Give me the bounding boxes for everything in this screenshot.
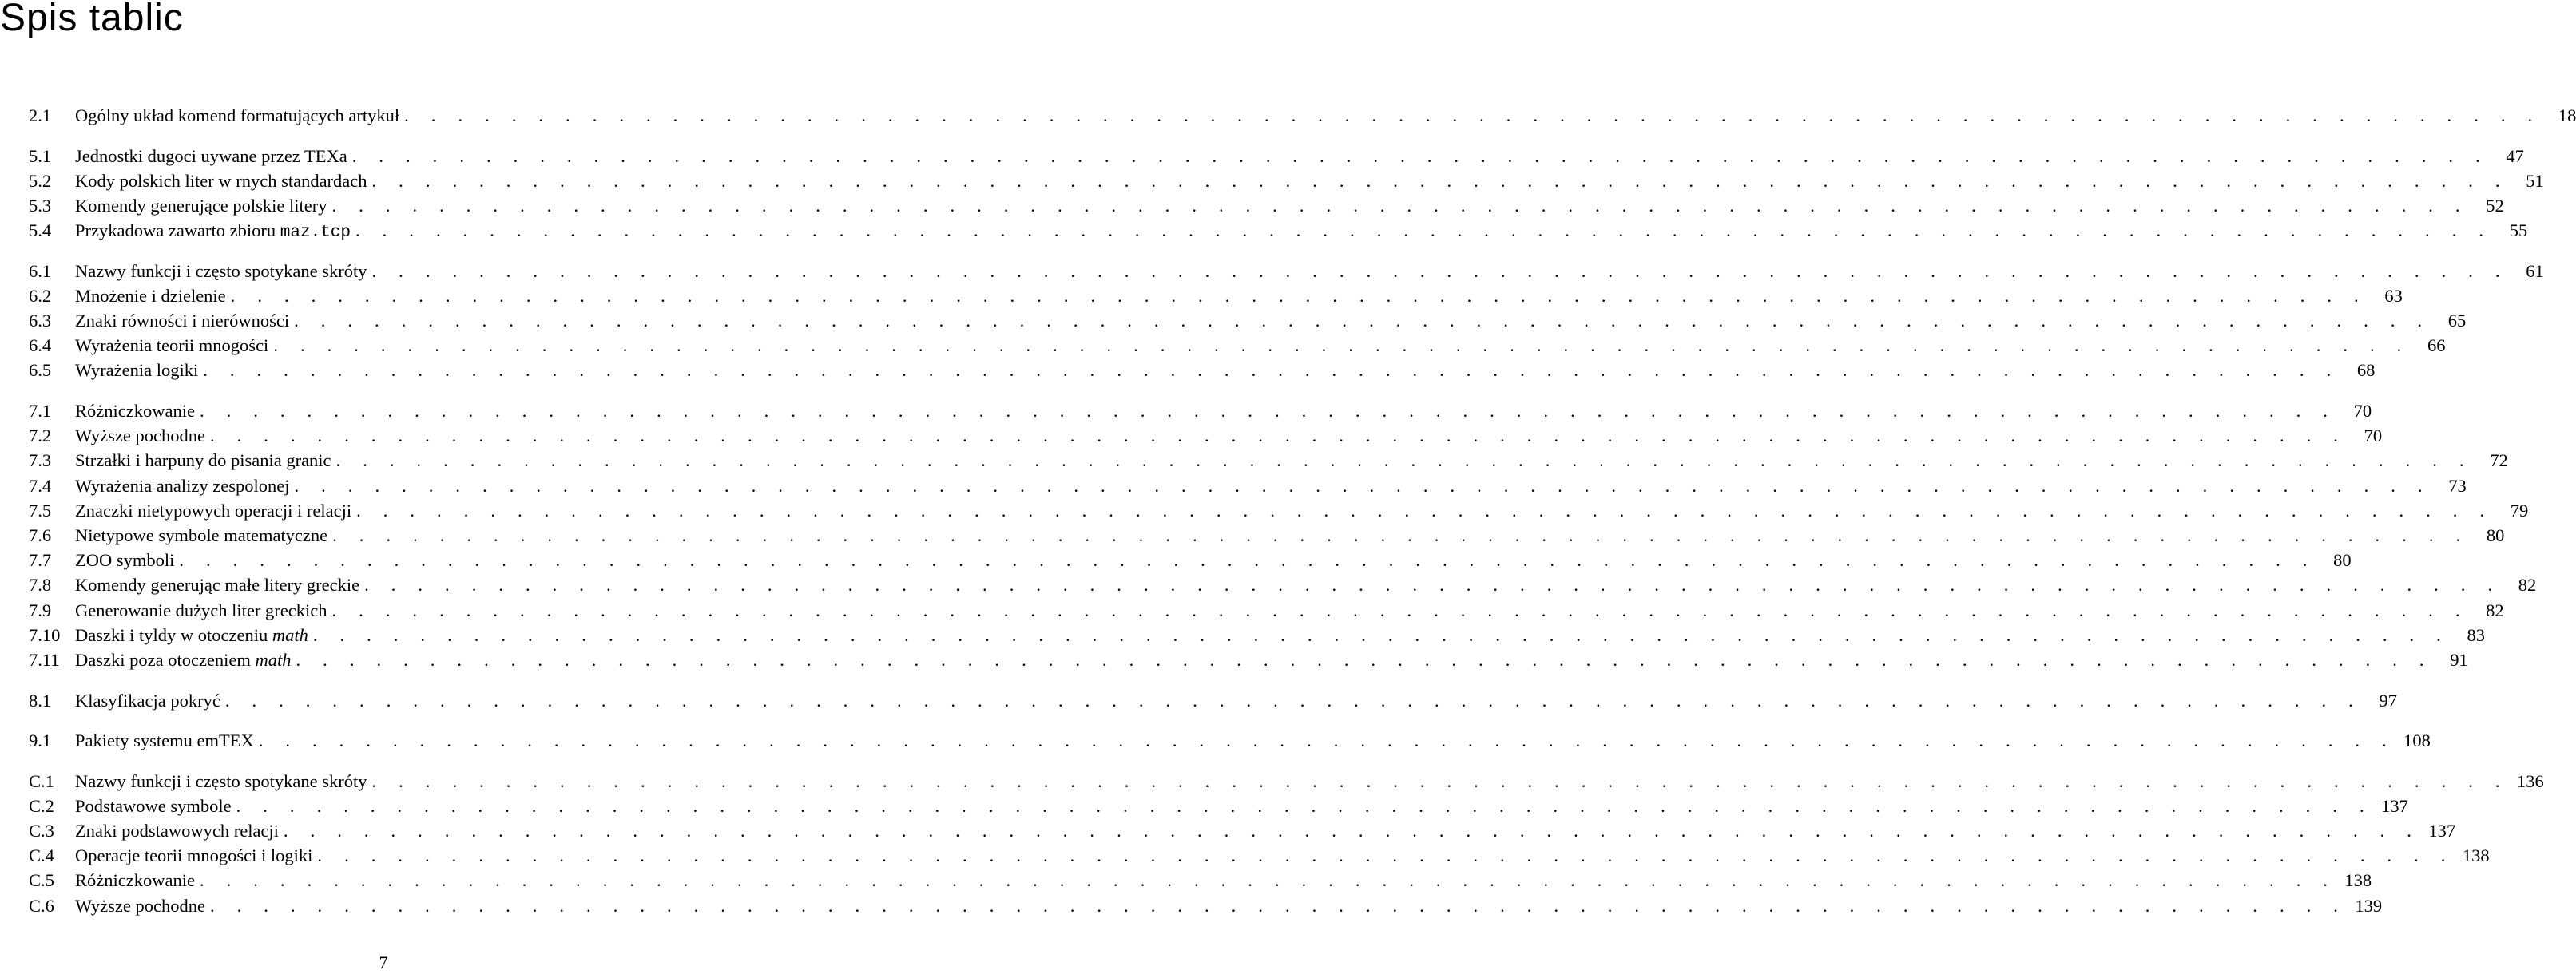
- toc-entry[interactable]: [29, 498, 2529, 523]
- dot-leader: . . . . . . . . . . . . . . . . . . . . . . . . . . . . . . . . . . . . . . . . . . . . . . . . . . . . . . . . . . . . . . . . . . . . . . . . . . . . . . . .: [230, 285, 2368, 306]
- table-number: 7.8: [29, 575, 52, 596]
- dot-leader: . . . . . . . . . . . . . . . . . . . . . . . . . . . . . . . . . . . . . . . . . . . . . . . . . . . . . . . . . . . . . . . . . . . . . . . . . . . . . . . .: [179, 550, 2316, 571]
- page-ref: 61: [2526, 260, 2544, 281]
- table-title-text: Jednostki dugoci uywane przez TEXa: [75, 145, 347, 166]
- page-ref: 52: [2486, 195, 2504, 216]
- table-title-text: Daszki i tyldy w otoczeniu: [75, 624, 268, 645]
- table-title: [75, 358, 198, 382]
- table-title: [75, 598, 327, 623]
- table-title-text: Nietypowe symbole matematyczne: [75, 525, 328, 545]
- page-ref: 65: [2447, 311, 2467, 331]
- table-title: [75, 893, 205, 918]
- table-title: [75, 769, 367, 794]
- page-ref: 137: [2428, 821, 2456, 841]
- toc-entry[interactable]: [29, 769, 2544, 794]
- table-title-text: Klasyfikacja pokryć: [75, 690, 220, 711]
- table-title-text: Wyrażenia teorii mnogości: [75, 335, 269, 356]
- page-number: 7: [379, 952, 388, 972]
- dot-leader: . . . . . . . . . . . . . . . . . . . . . . . . . . . . . . . . . . . . . . . . . . . . . . . . . . . . . . . . . . . . . . . . . . . . . . . . . . . . . . . .: [404, 105, 2542, 125]
- page-ref: 108: [2403, 730, 2431, 751]
- page-ref: 18: [2558, 105, 2576, 125]
- table-title-text: ZOO symboli: [75, 550, 175, 571]
- page-ref: 82: [2486, 600, 2504, 620]
- toc-group: [29, 688, 2397, 713]
- table-number: 9.1: [29, 730, 52, 751]
- table-number: C.2: [29, 795, 54, 816]
- toc-entry[interactable]: [29, 843, 2490, 868]
- dot-leader: . . . . . . . . . . . . . . . . . . . . . . . . . . . . . . . . . . . . . . . . . . . . . . . . . . . . . . . . . . . . . . . . . . . . . . . . . . . . . . . .: [209, 426, 2348, 446]
- page-ref: 138: [2344, 870, 2372, 891]
- table-title: [75, 283, 226, 308]
- toc-entry[interactable]: [29, 647, 2468, 672]
- table-title: [75, 168, 367, 193]
- table-number: C.1: [29, 770, 54, 791]
- dot-leader: . . . . . . . . . . . . . . . . . . . . . . . . . . . . . . . . . . . . . . . . . . . . . . . . . . . . . . . . . . . . . . . . . . . . . . . . . . . . . . . .: [236, 795, 2373, 816]
- table-number: 7.1: [29, 401, 52, 422]
- toc-entry[interactable]: [29, 548, 2352, 572]
- dot-leader: . . . . . . . . . . . . . . . . . . . . . . . . . . . . . . . . . . . . . . . . . . . . . . . . . . . . . . . . . . . . . . . . . . . . . . . . . . . . . . . .: [364, 575, 2502, 596]
- dot-leader: . . . . . . . . . . . . . . . . . . . . . . . . . . . . . . . . . . . . . . . . . . . . . . . . . . . . . . . . . . . . . . . . . . . . . . . . . . . . . . . .: [296, 649, 2433, 670]
- table-title: [75, 623, 308, 647]
- page-ref: 68: [2356, 360, 2376, 381]
- dot-leader: . . . . . . . . . . . . . . . . . . . . . . . . . . . . . . . . . . . . . . . . . . . . . . . . . . . . . . . . . . . . . . . . . . . . . . . . . . . . . . . .: [199, 870, 2337, 891]
- dot-leader: . . . . . . . . . . . . . . . . . . . . . . . . . . . . . . . . . . . . . . . . . . . . . . . . . . . . . . . . . . . . . . . . . . . . . . . . . . . . . . . .: [203, 360, 2340, 381]
- table-title: [75, 688, 220, 713]
- dot-leader: . . . . . . . . . . . . . . . . . . . . . . . . . . . . . . . . . . . . . . . . . . . . . . . . . . . . . . . . . . . . . . . . . . . . . . . . . . . . . . . .: [258, 730, 2395, 751]
- table-number: 5.3: [29, 195, 52, 216]
- table-title: [75, 794, 232, 818]
- table-number: C.4: [29, 845, 54, 866]
- table-title-text: Wyższe pochodne: [75, 895, 205, 916]
- toc-entry[interactable]: [29, 193, 2504, 218]
- table-title-text: Komendy generujące polskie litery: [75, 195, 327, 216]
- table-title: [75, 818, 279, 843]
- dot-leader: . . . . . . . . . . . . . . . . . . . . . . . . . . . . . . . . . . . . . . . . . . . . . . . . . . . . . . . . . . . . . . . . . . . . . . . . . . . . . . . .: [332, 525, 2470, 545]
- toc-entry[interactable]: [29, 144, 2524, 168]
- table-title-text: Znaki podstawowych relacji: [75, 821, 279, 841]
- table-title: [75, 423, 205, 448]
- table-title-text: Wyższe pochodne: [75, 426, 205, 446]
- table-title: [75, 448, 331, 473]
- table-title-text: Znaki równości i nierówności: [75, 311, 290, 331]
- table-number: 7.4: [29, 475, 52, 496]
- page-ref: 136: [2516, 770, 2544, 791]
- table-title: [75, 647, 292, 672]
- dot-leader: . . . . . . . . . . . . . . . . . . . . . . . . . . . . . . . . . . . . . . . . . . . . . . . . . . . . . . . . . . . . . . . . . . . . . . . . . . . . . . . .: [335, 450, 2473, 471]
- toc-entry[interactable]: [29, 259, 2544, 283]
- dot-leader: . . . . . . . . . . . . . . . . . . . . . . . . . . . . . . . . . . . . . . . . . . . . . . . . . . . . . . . . . . . . . . . . . . . . . . . . . . . . . . . .: [312, 624, 2451, 645]
- dot-leader: . . . . . . . . . . . . . . . . . . . . . . . . . . . . . . . . . . . . . . . . . . . . . . . . . . . . . . . . . . . . . . . . . . . . . . . . . . . . . . . .: [273, 335, 2411, 356]
- dot-leader: . . . . . . . . . . . . . . . . . . . . . . . . . . . . . . . . . . . . . . . . . . . . . . . . . . . . . . . . . . . . . . . . . . . . . . . . . . . . . . . .: [283, 821, 2421, 841]
- toc-entry[interactable]: [29, 868, 2372, 893]
- toc-entry[interactable]: [29, 728, 2431, 753]
- table-number: C.6: [29, 895, 54, 916]
- toc-group: [29, 728, 2431, 753]
- toc-entry[interactable]: [29, 358, 2376, 382]
- page-ref: 80: [2333, 550, 2352, 571]
- page-ref: 82: [2518, 575, 2537, 596]
- table-title-italic: math: [255, 649, 292, 670]
- table-title: [75, 308, 289, 333]
- page-ref: 83: [2467, 624, 2486, 645]
- toc-entry[interactable]: [29, 794, 2408, 818]
- table-number: 5.1: [29, 145, 52, 166]
- table-title-text: Podstawowe symbole: [75, 795, 232, 816]
- dot-leader: . . . . . . . . . . . . . . . . . . . . . . . . . . . . . . . . . . . . . . . . . . . . . . . . . . . . . . . . . . . . . . . . . . . . . . . . . . . . . . . .: [317, 845, 2455, 866]
- dot-leader: . . . . . . . . . . . . . . . . . . . . . . . . . . . . . . . . . . . . . . . . . . . . . . . . . . . . . . . . . . . . . . . . . . . . . . . . . . . . . . . .: [224, 690, 2362, 711]
- toc-entry[interactable]: [29, 523, 2505, 548]
- table-title-code: maz.tcp: [280, 224, 351, 243]
- dot-leader: . . . . . . . . . . . . . . . . . . . . . . . . . . . . . . . . . . . . . . . . . . . . . . . . . . . . . . . . . . . . . . . . . . . . . . . . . . . . . . . .: [356, 500, 2494, 521]
- table-number: 7.9: [29, 600, 52, 620]
- dot-leader: . . . . . . . . . . . . . . . . . . . . . . . . . . . . . . . . . . . . . . . . . . . . . . . . . . . . . . . . . . . . . . . . . . . . . . . . . . . . . . . .: [294, 311, 2431, 331]
- dot-leader: . . . . . . . . . . . . . . . . . . . . . . . . . . . . . . . . . . . . . . . . . . . . . . . . . . . . . . . . . . . . . . . . . . . . . . . . . . . . . . . .: [371, 260, 2509, 281]
- table-number: 6.1: [29, 260, 52, 281]
- dot-leader: . . . . . . . . . . . . . . . . . . . . . . . . . . . . . . . . . . . . . . . . . . . . . . . . . . . . . . . . . . . . . . . . . . . . . . . . . . . . . . . .: [209, 895, 2348, 916]
- toc-entry[interactable]: [29, 308, 2467, 333]
- page-ref: 72: [2490, 450, 2508, 471]
- table-number: 5.2: [29, 170, 52, 191]
- table-title-text: Nazwy funkcji i często spotykane skróty: [75, 770, 367, 791]
- page-ref: 138: [2462, 845, 2490, 866]
- table-number: 6.2: [29, 285, 52, 306]
- table-title: [75, 333, 268, 358]
- table-number: 2.1: [29, 105, 52, 125]
- table-title: [75, 728, 254, 753]
- dot-leader: . . . . . . . . . . . . . . . . . . . . . . . . . . . . . . . . . . . . . . . . . . . . . . . . . . . . . . . . . . . . . . . . . . . . . . . . . . . . . . . .: [371, 770, 2509, 791]
- page-ref: 79: [2510, 500, 2529, 521]
- table-title-text: Daszki poza otoczeniem: [75, 649, 251, 670]
- table-title: [75, 523, 327, 548]
- table-title: [75, 473, 290, 498]
- toc-entry[interactable]: [29, 688, 2397, 713]
- table-number: 6.5: [29, 360, 52, 381]
- table-title-text: Ogólny układ komend formatujących artykuł: [75, 105, 400, 125]
- table-title: [75, 498, 351, 523]
- table-title: [75, 259, 367, 283]
- toc-entry[interactable]: [29, 423, 2383, 448]
- table-number: 6.3: [29, 311, 52, 331]
- toc-entry[interactable]: [29, 333, 2446, 358]
- table-title-text: Różniczkowanie: [75, 870, 195, 891]
- table-number: 7.11: [29, 649, 60, 670]
- page-ref: 63: [2384, 285, 2403, 306]
- table-number: 7.7: [29, 550, 52, 571]
- page-ref: 51: [2526, 170, 2544, 191]
- table-title-text: Komendy generując małe litery greckie: [75, 575, 360, 596]
- page-ref: 97: [2379, 690, 2397, 711]
- toc-group: [29, 398, 2537, 672]
- toc-group: [29, 769, 2544, 918]
- table-title: [75, 144, 347, 168]
- toc-entry[interactable]: [29, 103, 2576, 128]
- table-title-text: Operacje teorii mnogości i logiki: [75, 845, 313, 866]
- page-ref: 91: [2450, 649, 2468, 670]
- table-title: [75, 548, 174, 572]
- table-title-italic: math: [272, 624, 308, 645]
- dot-leader: . . . . . . . . . . . . . . . . . . . . . . . . . . . . . . . . . . . . . . . . . . . . . . . . . . . . . . . . . . . . . . . . . . . . . . . . . . . . . . . .: [371, 170, 2509, 191]
- dot-leader: . . . . . . . . . . . . . . . . . . . . . . . . . . . . . . . . . . . . . . . . . . . . . . . . . . . . . . . . . . . . . . . . . . . . . . . . . . . . . . . .: [331, 600, 2469, 620]
- toc-group: [29, 103, 2576, 128]
- toc-entry[interactable]: [29, 168, 2544, 193]
- toc-entry[interactable]: [29, 398, 2372, 423]
- table-number: 7.10: [29, 624, 61, 645]
- page-title: Spis tablic: [0, 0, 184, 39]
- dot-leader: . . . . . . . . . . . . . . . . . . . . . . . . . . . . . . . . . . . . . . . . . . . . . . . . . . . . . . . . . . . . . . . . . . . . . . . . . . . . . . . .: [331, 195, 2469, 216]
- toc-group: [29, 259, 2544, 383]
- toc-entry[interactable]: [29, 218, 2528, 243]
- table-number: 7.5: [29, 500, 52, 521]
- table-number: C.3: [29, 821, 54, 841]
- table-title-text: Przykadowa zawarto zbioru: [75, 220, 276, 241]
- table-title: [75, 868, 195, 893]
- toc-entry[interactable]: [29, 448, 2508, 473]
- table-number: 8.1: [29, 690, 52, 711]
- toc-entry[interactable]: [29, 623, 2486, 647]
- table-number: C.5: [29, 870, 54, 891]
- table-title-text: Wyrażenia analizy zespolonej: [75, 475, 290, 496]
- table-number: 5.4: [29, 220, 52, 241]
- page-ref: 47: [2506, 145, 2524, 166]
- table-title-text: Znaczki nietypowych operacji i relacji: [75, 500, 352, 521]
- table-title: [75, 843, 312, 868]
- table-number: 7.2: [29, 426, 52, 446]
- toc-entry[interactable]: [29, 893, 2383, 918]
- dot-leader: . . . . . . . . . . . . . . . . . . . . . . . . . . . . . . . . . . . . . . . . . . . . . . . . . . . . . . . . . . . . . . . . . . . . . . . . . . . . . . . .: [199, 401, 2337, 422]
- table-title: [75, 572, 359, 597]
- table-title: [75, 193, 327, 218]
- table-title-text: Kody polskich liter w rnych standardach: [75, 170, 367, 191]
- dot-leader: . . . . . . . . . . . . . . . . . . . . . . . . . . . . . . . . . . . . . . . . . . . . . . . . . . . . . . . . . . . . . . . . . . . . . . . . . . . . . . . .: [351, 145, 2489, 166]
- page-ref: 55: [2509, 220, 2528, 241]
- dot-leader: . . . . . . . . . . . . . . . . . . . . . . . . . . . . . . . . . . . . . . . . . . . . . . . . . . . . . . . . . . . . . . . . . . . . . . . . . . . . . . . .: [294, 475, 2431, 496]
- table-title-text: Strzałki i harpuny do pisania granic: [75, 450, 331, 471]
- page-ref: 80: [2486, 525, 2505, 545]
- page-ref: 70: [2353, 401, 2372, 422]
- toc-entry[interactable]: [29, 473, 2467, 498]
- toc-entry[interactable]: [29, 598, 2504, 623]
- table-title-text: Nazwy funkcji i często spotykane skróty: [75, 260, 367, 281]
- toc-group: [29, 144, 2544, 244]
- toc-entry[interactable]: [29, 572, 2537, 597]
- table-title: [75, 218, 351, 245]
- list-of-tables: [29, 103, 2576, 933]
- table-title-text: Generowanie dużych liter greckich: [75, 600, 327, 620]
- table-title-text: Różniczkowanie: [75, 401, 195, 422]
- toc-entry[interactable]: [29, 818, 2456, 843]
- page-ref: 139: [2355, 895, 2383, 916]
- table-title-text: Mnożenie i dzielenie: [75, 285, 226, 306]
- page-ref: 70: [2364, 426, 2383, 446]
- table-title-text: Wyrażenia logiki: [75, 360, 199, 381]
- table-title-text: Pakiety systemu emTEX: [75, 730, 254, 751]
- table-number: 7.6: [29, 525, 52, 545]
- table-title: [75, 398, 195, 423]
- table-title: [75, 103, 399, 128]
- page-ref: 66: [2427, 335, 2446, 356]
- page-ref: 73: [2448, 475, 2467, 496]
- toc-entry[interactable]: [29, 283, 2403, 308]
- page-ref: 137: [2381, 795, 2408, 816]
- table-number: 6.4: [29, 335, 52, 356]
- dot-leader: . . . . . . . . . . . . . . . . . . . . . . . . . . . . . . . . . . . . . . . . . . . . . . . . . . . . . . . . . . . . . . . . . . . . . . . . . . . . . . . .: [355, 220, 2493, 241]
- table-number: 7.3: [29, 450, 52, 471]
